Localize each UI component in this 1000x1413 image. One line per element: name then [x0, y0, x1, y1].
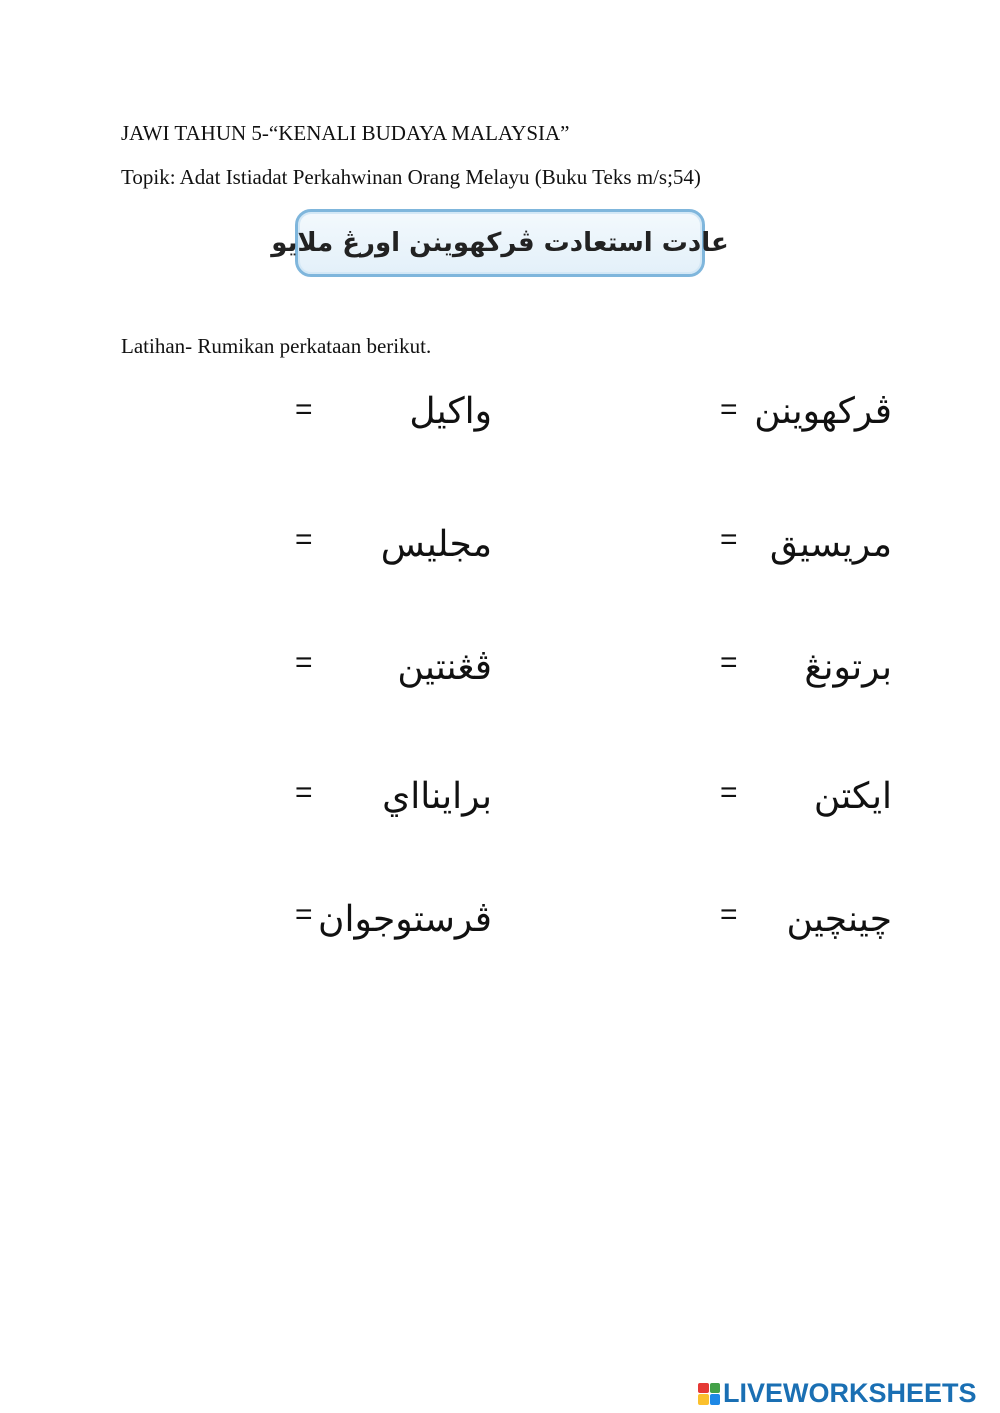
jawi-word-right-1: ڤركهوينن: [754, 391, 892, 432]
jawi-word-right-2: مريسيق: [769, 524, 892, 565]
jawi-word-left-2: مجليس: [380, 524, 492, 565]
logo-square: [698, 1383, 709, 1394]
equals-sign: =: [295, 523, 313, 556]
liveworksheets-logo-icon: [698, 1383, 720, 1405]
equals-sign: =: [720, 393, 738, 426]
equals-sign: =: [295, 898, 313, 931]
liveworksheets-brand: [698, 1378, 977, 1409]
worksheet-title: JAWI TAHUN 5-“KENALI BUDAYA MALAYSIA”: [121, 121, 570, 145]
logo-square: [710, 1383, 721, 1394]
equals-sign: =: [295, 646, 313, 679]
jawi-word-left-1: واكيل: [409, 391, 492, 432]
worksheet-topic: Topik: Adat Istiadat Perkahwinan Orang Melayu (Buku Teks m/s;54): [121, 165, 701, 189]
jawi-word-left-4: براينااي: [382, 776, 492, 817]
jawi-word-right-3: برتونڠ: [804, 647, 892, 688]
equals-sign: =: [720, 898, 738, 931]
equals-sign: =: [720, 646, 738, 679]
jawi-word-right-5: چينچين: [786, 899, 892, 940]
exercise-instruction: Latihan- Rumikan perkataan berikut.: [121, 334, 432, 358]
jawi-word-left-5: ڤرستوجوان: [318, 899, 492, 940]
banner-text: عادت استعادت ڤركهوينن اورڠ ملايو: [271, 228, 729, 258]
jawi-word-right-4: ايكتن: [813, 776, 892, 817]
jawi-word-left-3: ڤڠنتين: [397, 647, 492, 688]
equals-sign: =: [720, 523, 738, 556]
equals-sign: =: [720, 776, 738, 809]
jawi-title-banner: [271, 209, 729, 277]
equals-sign: =: [295, 776, 313, 809]
equals-sign: =: [295, 393, 313, 426]
logo-square: [698, 1394, 709, 1405]
brand-name: LIVEWORKSHEETS: [723, 1378, 977, 1408]
logo-square: [710, 1394, 721, 1405]
